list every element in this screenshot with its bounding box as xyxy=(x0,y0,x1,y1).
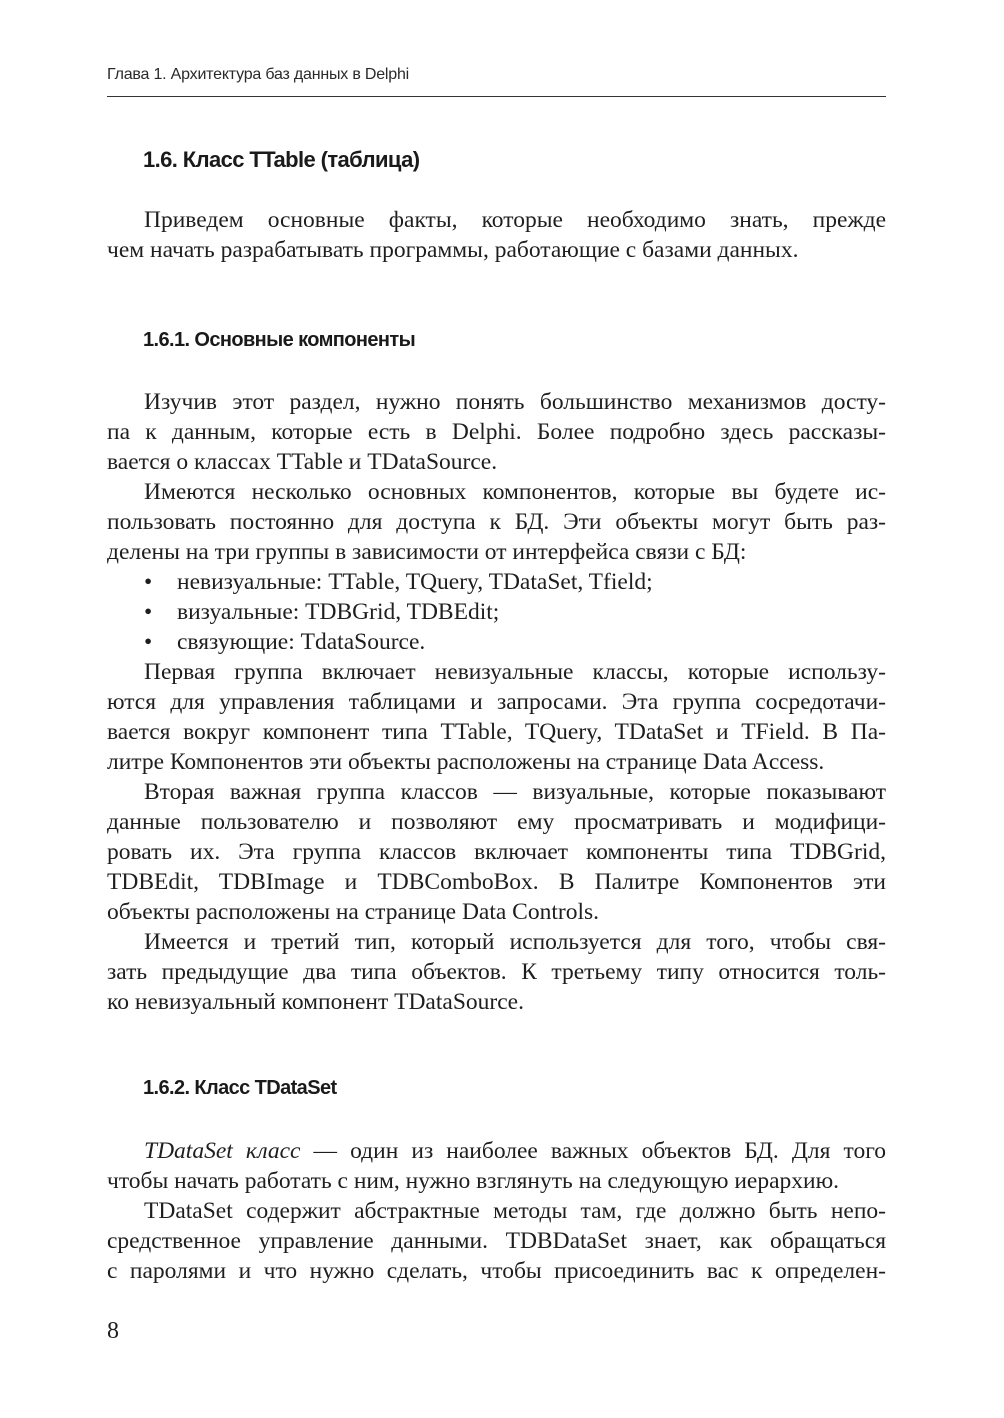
page-number: 8 xyxy=(107,1318,119,1344)
running-head: Глава 1. Архитектура баз данных в Delphi xyxy=(107,66,410,83)
section-heading: 1.6. Класс TTable (таблица) xyxy=(143,147,420,172)
text-line: данные пользователю и позволяют ему просматривать и модифици- xyxy=(107,809,886,835)
text-line: Имеется и третий тип, который используется для того, чтобы свя- xyxy=(144,929,886,955)
text-line: Приведем основные факты, которые необходимо знать, прежде xyxy=(144,207,886,233)
text-line: литре Компонентов эти объекты расположены на странице Data Access. xyxy=(107,749,825,775)
bullet-icon: • xyxy=(144,599,153,625)
text-line: чем начать разрабатывать программы, работающие с базами данных. xyxy=(107,237,799,263)
bullet-icon: • xyxy=(144,629,153,655)
list-item-text: связующие: TdataSource. xyxy=(177,629,426,655)
text-line: вается о классах TTable и TDataSource. xyxy=(107,449,498,475)
text-line: Вторая важная группа классов — визуальные, которые показывают xyxy=(144,779,886,805)
list-item-text: визуальные: TDBGrid, TDBEdit; xyxy=(177,599,500,625)
list-item xyxy=(107,597,886,627)
header-rule xyxy=(107,96,886,97)
bullet-icon: • xyxy=(144,569,153,595)
text-run: — один из наиболее важных объектов БД. Для того xyxy=(300,1138,886,1164)
text-line: делены на три группы в зависимости от интерфейса связи с БД: xyxy=(107,539,747,565)
list-item xyxy=(107,627,886,657)
text-line: чтобы начать работать с ним, нужно взглянуть на следующую иерархию. xyxy=(107,1168,840,1194)
tdataset-body xyxy=(107,1136,886,1286)
text-line: с паролями и что нужно сделать, чтобы присоединить вас к определен- xyxy=(107,1258,886,1284)
text-line: Имеются несколько основных компонентов, которые вы будете ис- xyxy=(144,479,886,505)
text-line xyxy=(107,1136,886,1166)
text-line: зать предыдущие два типа объектов. К третьему типу относится толь- xyxy=(107,959,886,985)
subsection-heading-tdataset: 1.6.2. Класс TDataSet xyxy=(143,1077,337,1099)
list-item-text: невизуальные: TTable, TQuery, TDataSet, Tfield; xyxy=(177,569,653,595)
italic-term: TDataSet класс xyxy=(144,1138,301,1164)
list-item xyxy=(107,567,886,597)
text-line: TDataSet содержит абстрактные методы там, где должно быть непо- xyxy=(144,1198,886,1224)
text-line: Изучив этот раздел, нужно понять большинство механизмов досту- xyxy=(144,389,886,415)
intro-paragraph xyxy=(107,205,886,265)
subsection-heading-components: 1.6.1. Основные компоненты xyxy=(143,329,416,351)
text-line: вается вокруг компонент типа TTable, TQuery, TDataSet и TField. В Па- xyxy=(107,719,886,745)
text-line: TDBEdit, TDBImage и TDBComboBox. В Палитре Компонентов эти xyxy=(107,869,886,895)
text-line: средственное управление данными. TDBDataSet знает, как обращаться xyxy=(107,1228,886,1254)
text-line: объекты расположены на странице Data Controls. xyxy=(107,899,600,925)
text-line: ко невизуальный компонент TDataSource. xyxy=(107,989,524,1015)
components-body xyxy=(107,387,886,1017)
text-line: Первая группа включает невизуальные классы, которые использу- xyxy=(144,659,886,685)
text-line: ются для управления таблицами и запросами. Эта группа сосредотачи- xyxy=(107,689,886,715)
text-line: ровать их. Эта группа классов включает компоненты типа TDBGrid, xyxy=(107,839,886,865)
text-line: пользовать постоянно для доступа к БД. Эти объекты могут быть раз- xyxy=(107,509,886,535)
text-line: па к данным, которые есть в Delphi. Более подробно здесь рассказы- xyxy=(107,419,886,445)
